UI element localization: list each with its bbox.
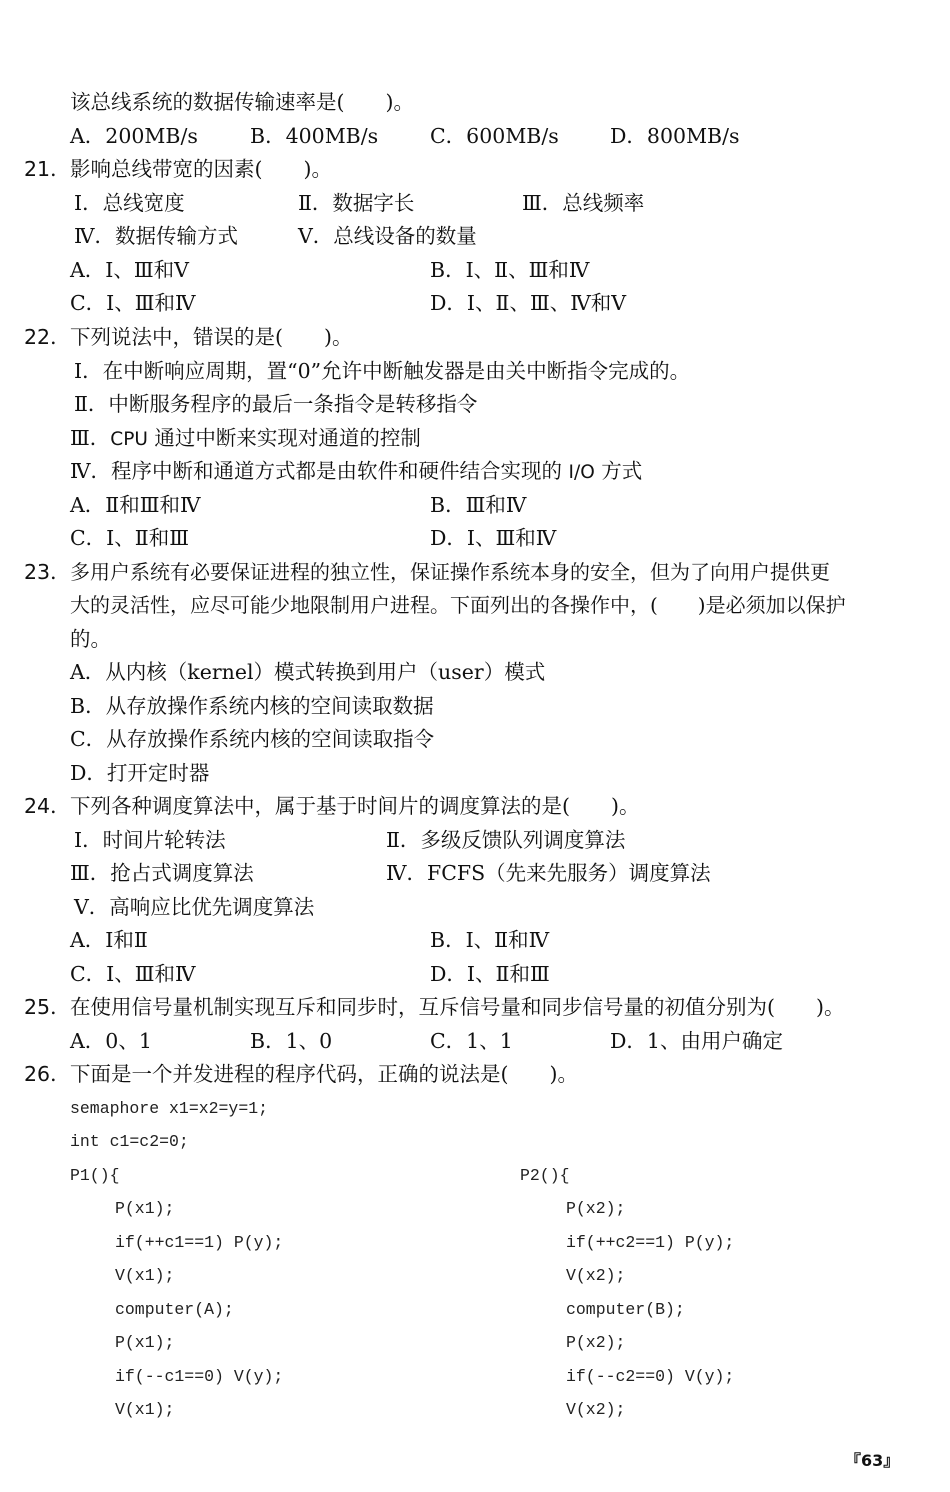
- q22-number: 22．: [24, 325, 71, 349]
- q25-option-a: A．0、1: [70, 1029, 152, 1053]
- code-p2-line: if(--c2==0) V(y);: [566, 1367, 735, 1386]
- q22-stem: 下列说法中，错误的是( )。: [70, 325, 353, 349]
- q24-number: 24．: [24, 794, 71, 818]
- q23-stem-line-3: 的。: [70, 627, 111, 651]
- q21-options-row2: [70, 287, 930, 321]
- q24-item-5: Ⅴ．高响应比优先调度算法: [74, 895, 315, 919]
- q22-item-2: Ⅱ．中断服务程序的最后一条指令是转移指令: [74, 392, 478, 416]
- code-p1-header: P1(){: [70, 1166, 120, 1185]
- q21-stem: 影响总线带宽的因素( )。: [70, 157, 332, 181]
- code-p2-line: computer(B);: [566, 1300, 685, 1319]
- q20-stem-tail: 该总线系统的数据传输速率是( )。: [70, 90, 414, 114]
- q21-number: 21．: [24, 157, 71, 181]
- q25-number: 25．: [24, 995, 71, 1019]
- q25-options: [70, 1025, 930, 1059]
- q21-item-2: Ⅱ．数据字长: [298, 191, 415, 215]
- q23-option-b: B．从存放操作系统内核的空间读取数据: [70, 694, 434, 718]
- code-p1-line: if(--c1==0) V(y);: [115, 1367, 284, 1386]
- q24-stem: 下列各种调度算法中，属于基于时间片的调度算法的是( )。: [70, 794, 640, 818]
- code-p2-line: V(x2);: [566, 1400, 626, 1419]
- q24-options-row2: [70, 958, 930, 992]
- q23-option-c: C．从存放操作系统内核的空间读取指令: [70, 727, 435, 751]
- q21-items-row1: [70, 187, 930, 221]
- q23-number: 23．: [24, 560, 71, 584]
- code-p1-line: V(x1);: [115, 1266, 175, 1285]
- q24-option-a: A．Ⅰ和Ⅱ: [70, 928, 148, 952]
- q24-item-4: Ⅳ．FCFS（先来先服务）调度算法: [386, 861, 711, 885]
- q24-item-3: Ⅲ．抢占式调度算法: [70, 861, 254, 885]
- q22-option-b: B．Ⅲ和Ⅳ: [430, 493, 527, 517]
- q21-item-3: Ⅲ．总线频率: [522, 191, 645, 215]
- q21-item-5: Ⅴ．总线设备的数量: [298, 224, 477, 248]
- q23-option-a: A．从内核（kernel）模式转换到用户（user）模式: [70, 660, 546, 684]
- q22-option-a: A．Ⅱ和Ⅲ和Ⅳ: [70, 493, 201, 517]
- q21-option-c: C．Ⅰ、Ⅲ和Ⅳ: [70, 291, 196, 315]
- q23-stem-line-2: 大的灵活性，应尽可能少地限制用户进程。下面列出的各操作中，( )是必须加以保护: [70, 593, 846, 617]
- q21-option-d: D．Ⅰ、Ⅱ、Ⅲ、Ⅳ和Ⅴ: [430, 291, 627, 315]
- code-p2-line: P(x2);: [566, 1333, 626, 1352]
- code-p1-line: V(x1);: [115, 1400, 175, 1419]
- q22-item-4-prefix: Ⅳ．程序中断和通道方式都是由软件和硬件结合实现的: [70, 459, 569, 483]
- q22-options-row1: [70, 489, 930, 523]
- q24-options-row1: [70, 924, 930, 958]
- code-p1-line: P(x1);: [115, 1333, 175, 1352]
- q21-item-4: Ⅳ．数据传输方式: [74, 224, 238, 248]
- q22-option-d: D．Ⅰ、Ⅲ和Ⅳ: [430, 526, 557, 550]
- q22-item-3-prefix: Ⅲ．: [70, 426, 111, 450]
- code-p2-line: if(++c2==1) P(y);: [566, 1233, 735, 1252]
- q25-option-d: D．1、由用户确定: [610, 1029, 783, 1053]
- q20-option-d: D．800MB/s: [610, 124, 740, 148]
- q26-number: 26．: [24, 1062, 71, 1086]
- q21-options-row1: [70, 254, 930, 288]
- q22-options-row2: [70, 522, 930, 556]
- q20-option-a: A．200MB/s: [70, 124, 198, 148]
- q22-item-4: [70, 455, 930, 489]
- code-p2-header: P2(){: [520, 1166, 570, 1185]
- page-number: 『63』: [845, 1451, 900, 1470]
- q20-option-c: C．600MB/s: [430, 124, 559, 148]
- q22-item-4-io: I/O: [568, 462, 595, 483]
- q22-item-3-cpu: CPU: [110, 429, 148, 450]
- q22-item-3-text: 通过中断来实现对通道的控制: [147, 426, 421, 450]
- q24-option-c: C．Ⅰ、Ⅲ和Ⅳ: [70, 962, 196, 986]
- q24-option-d: D．Ⅰ、Ⅱ和Ⅲ: [430, 962, 550, 986]
- q24-option-b: B．Ⅰ、Ⅱ和Ⅳ: [430, 928, 550, 952]
- code-p1-line: P(x1);: [115, 1199, 175, 1218]
- code-p2-line: P(x2);: [566, 1199, 626, 1218]
- code-p2-line: V(x2);: [566, 1266, 626, 1285]
- q22-item-4-text: 方式: [594, 459, 643, 483]
- q21-option-b: B．Ⅰ、Ⅱ、Ⅲ和Ⅳ: [430, 258, 590, 282]
- q21-items-row2: [70, 220, 930, 254]
- q24-item-2: Ⅱ．多级反馈队列调度算法: [386, 828, 626, 852]
- q22-option-c: C．Ⅰ、Ⅱ和Ⅲ: [70, 526, 189, 550]
- q22-item-3: [70, 422, 930, 456]
- q25-stem: 在使用信号量机制实现互斥和同步时，互斥信号量和同步信号量的初值分别为( )。: [70, 995, 845, 1019]
- q22-item-1: Ⅰ．在中断响应周期，置“0”允许中断触发器是由关中断指令完成的。: [74, 359, 691, 383]
- q21-item-1: Ⅰ．总线宽度: [74, 191, 185, 215]
- q20-options: [70, 120, 930, 154]
- code-p1-line: if(++c1==1) P(y);: [115, 1233, 284, 1252]
- code-p1-line: computer(A);: [115, 1300, 234, 1319]
- q25-option-b: B．1、0: [250, 1029, 333, 1053]
- q24-item-1: Ⅰ．时间片轮转法: [74, 828, 226, 852]
- q24-items-row1: [70, 824, 930, 858]
- code-declaration-semaphore: semaphore x1=x2=y=1;: [70, 1099, 269, 1118]
- q21-option-a: A．Ⅰ、Ⅲ和Ⅴ: [70, 258, 189, 282]
- q20-option-b: B．400MB/s: [250, 124, 379, 148]
- q23-stem-line-1: 多用户系统有必要保证进程的独立性，保证操作系统本身的安全，但为了向用户提供更: [70, 560, 830, 584]
- q26-stem: 下面是一个并发进程的程序代码，正确的说法是( )。: [70, 1062, 578, 1086]
- q23-option-d: D．打开定时器: [70, 761, 210, 785]
- q24-items-row2: [70, 857, 930, 891]
- code-declaration-int: int c1=c2=0;: [70, 1132, 189, 1151]
- q25-option-c: C．1、1: [430, 1029, 513, 1053]
